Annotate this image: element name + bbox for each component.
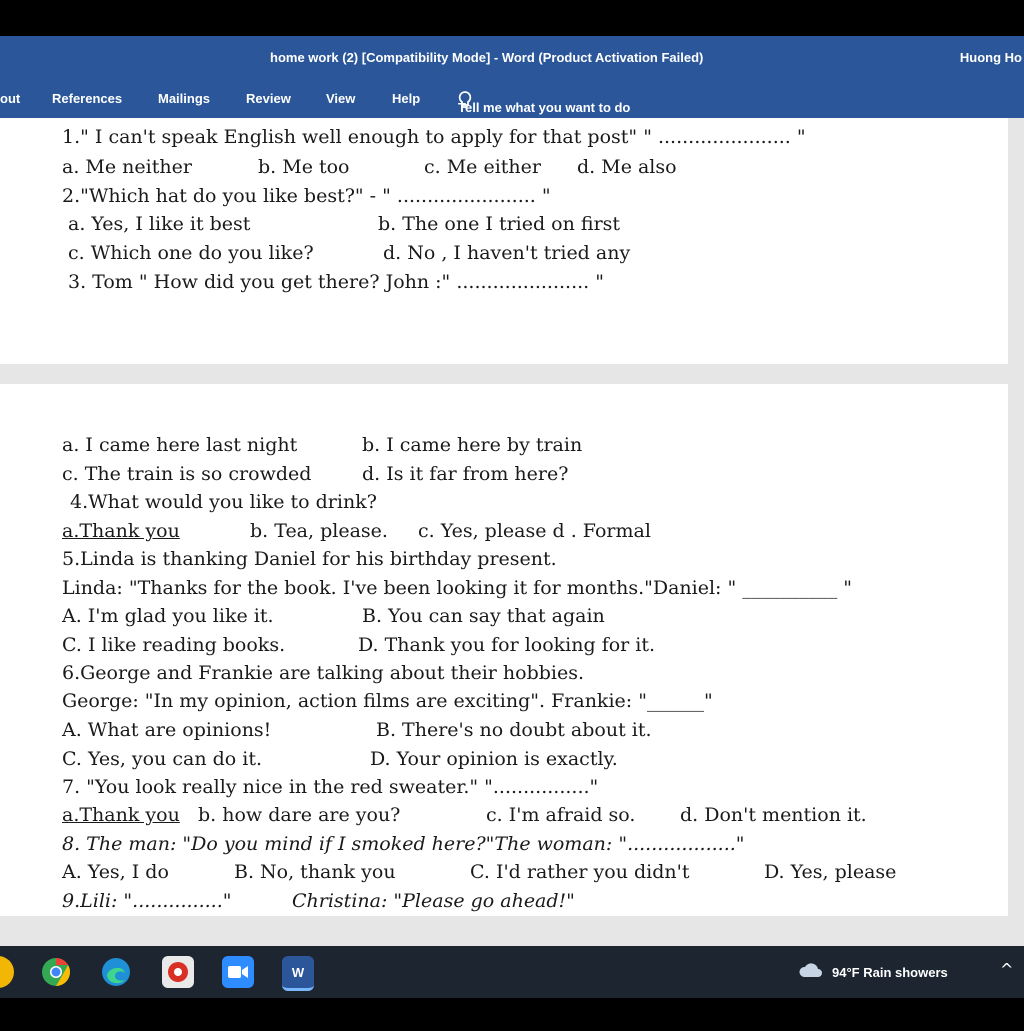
- option-5a: A. I'm glad you like it.: [62, 605, 274, 627]
- title-bar: [0, 36, 1024, 82]
- question-6-dialogue: George: "In my opinion, action films are exciting". Frankie: "______": [62, 690, 713, 712]
- question-9-reply: Christina: "Please go ahead!": [292, 890, 575, 912]
- option-6d: D. Your opinion is exactly.: [370, 748, 618, 770]
- weather-text: 94°F Rain showers: [832, 964, 948, 980]
- tab-view[interactable]: View: [326, 91, 356, 106]
- option-7a: a.Thank you: [62, 804, 180, 826]
- taskbar: [0, 946, 1024, 998]
- option-7c: c. I'm afraid so.: [486, 804, 636, 826]
- option-3b: b. I came here by train: [362, 434, 583, 456]
- user-name[interactable]: Huong Ho: [959, 50, 1022, 65]
- start-partial-icon[interactable]: [0, 956, 14, 988]
- option-2c: c. Which one do you like?: [68, 242, 314, 264]
- option-2d: d. No , I haven't tried any: [383, 242, 631, 264]
- option-5c: C. I like reading books.: [62, 634, 286, 656]
- edge-icon[interactable]: [100, 956, 132, 988]
- tell-me-label: Tell me what you want to do: [458, 100, 631, 115]
- option-5d: D. Thank you for looking for it.: [358, 634, 656, 656]
- chrome-icon[interactable]: [40, 956, 72, 988]
- option-5b: B. You can say that again: [362, 605, 605, 627]
- question-1: 1." I can't speak English well enough to apply for that post" " ...................... ": [62, 126, 806, 148]
- tab-help[interactable]: Help: [392, 91, 421, 106]
- option-3d: d. Is it far from here?: [362, 463, 569, 485]
- remote-app-icon[interactable]: [162, 956, 194, 988]
- option-1a: a. Me neither: [62, 156, 192, 178]
- option-8c: C. I'd rather you didn't: [470, 861, 690, 883]
- tell-me-search[interactable]: [458, 91, 631, 115]
- tab-mailings[interactable]: Mailings: [158, 91, 211, 106]
- option-3c: c. The train is so crowded: [62, 463, 312, 485]
- zoom-icon[interactable]: [222, 956, 254, 988]
- option-7d: d. Don't mention it.: [680, 804, 867, 826]
- question-3: 3. Tom " How did you get there? John :" ...................... ": [68, 271, 604, 293]
- option-1d: d. Me also: [577, 156, 677, 178]
- question-4: 4.What would you like to drink?: [70, 491, 377, 513]
- option-8b: B. No, thank you: [234, 861, 396, 883]
- question-9: 9.Lili: "...............": [62, 890, 232, 912]
- option-4b: b. Tea, please.: [250, 520, 388, 542]
- option-6b: B. There's no doubt about it.: [376, 719, 652, 741]
- question-2: 2."Which hat do you like best?" - " ....................... ": [62, 185, 551, 207]
- option-1c: c. Me either: [424, 156, 541, 178]
- option-8a: A. Yes, I do: [62, 861, 169, 883]
- option-3a: a. I came here last night: [62, 434, 298, 456]
- question-7: 7. "You look really nice in the red sweater." "................": [62, 776, 599, 798]
- option-6c: C. Yes, you can do it.: [62, 748, 262, 770]
- option-6a: A. What are opinions!: [62, 719, 272, 741]
- option-2a: a. Yes, I like it best: [68, 213, 251, 235]
- option-2b: b. The one I tried on first: [378, 213, 621, 235]
- word-icon[interactable]: W: [282, 956, 314, 991]
- option-4c: c. Yes, please d . Formal: [418, 520, 651, 542]
- option-8d: D. Yes, please: [764, 861, 897, 883]
- question-8: 8. The man: "Do you mind if I smoked here?"The woman: "..................": [62, 833, 745, 855]
- document-page-2[interactable]: [0, 384, 1008, 916]
- option-7b: b. how dare are you?: [198, 804, 401, 826]
- tab-layout[interactable]: out: [0, 91, 21, 106]
- tab-references[interactable]: References: [52, 91, 123, 106]
- document-page-1[interactable]: [0, 118, 1008, 364]
- question-5: 5.Linda is thanking Daniel for his birthday present.: [62, 548, 557, 570]
- chevron-up-icon[interactable]: ^: [1000, 960, 1014, 979]
- cloud-rain-icon: [798, 963, 824, 981]
- document-area: [0, 118, 1024, 948]
- weather-widget[interactable]: [798, 963, 948, 981]
- question-5-dialogue: Linda: "Thanks for the book. I've been looking it for months."Daniel: " __________ ": [62, 577, 853, 599]
- tab-review[interactable]: Review: [246, 91, 291, 106]
- window-title: home work (2) [Compatibility Mode] - Word (Product Activation Failed): [270, 50, 704, 65]
- option-4a: a.Thank you: [62, 520, 180, 542]
- option-1b: b. Me too: [258, 156, 350, 178]
- question-6: 6.George and Frankie are talking about their hobbies.: [62, 662, 585, 684]
- ribbon-tabs: [0, 82, 1024, 118]
